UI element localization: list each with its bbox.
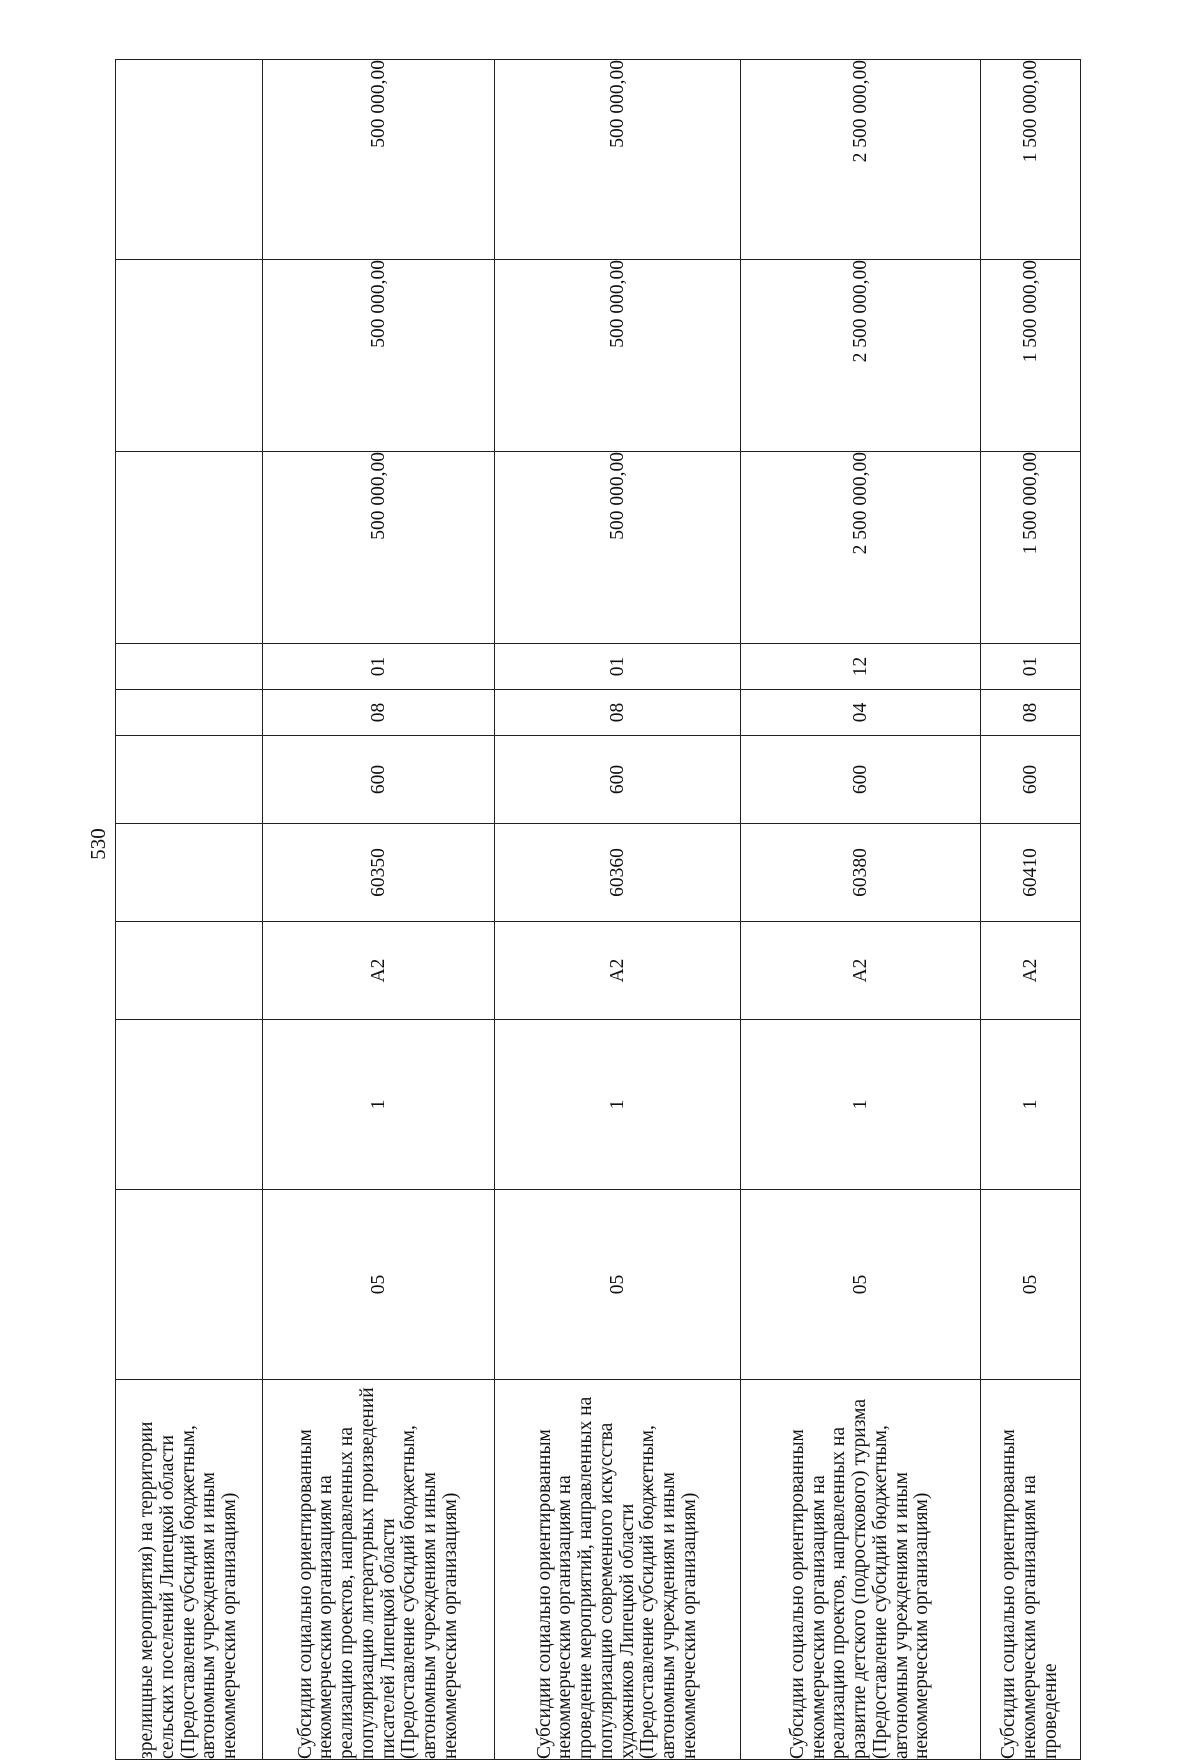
amount-cell: 2 500 000,00 [741, 60, 981, 260]
rotated-page-content [115, 60, 1080, 1760]
code-cell: 01 [263, 644, 495, 690]
amount-cell [116, 452, 263, 644]
amount-cell: 500 000,00 [495, 260, 741, 452]
code-cell: 08 [495, 690, 741, 736]
amount-cell: 1 500 000,00 [981, 60, 1081, 260]
code-cell: 1 [495, 1020, 741, 1190]
code-cell: A2 [495, 922, 741, 1020]
code-cell [116, 644, 263, 690]
code-cell: 600 [741, 736, 981, 824]
row-description: Субсидии социально ориентированным некоммерческим организациям на реализацию проектов, направленных на популяризацию литературных произведений писателей Липецкой области (Предоставление субсидий бюджетным, автономным учреждениям и иным некоммерческим организациям) [263, 1380, 495, 1760]
code-cell [116, 824, 263, 922]
amount-cell [116, 60, 263, 260]
code-cell [116, 1190, 263, 1380]
code-cell: 05 [495, 1190, 741, 1380]
code-cell: 600 [495, 736, 741, 824]
code-cell: 01 [981, 644, 1081, 690]
amount-cell: 1 500 000,00 [981, 260, 1081, 452]
code-cell: 1 [263, 1020, 495, 1190]
code-cell: 01 [495, 644, 741, 690]
code-cell: A2 [263, 922, 495, 1020]
row-description: зрелищные мероприятия) на территории сельских поселений Липецкой области (Предоставление субсидий бюджетным, автономным учреждениям и иным некоммерческим организациям) [116, 1380, 263, 1760]
table-row [741, 60, 981, 1760]
code-cell [116, 736, 263, 824]
code-cell: A2 [981, 922, 1081, 1020]
code-cell: 12 [741, 644, 981, 690]
amount-cell: 1 500 000,00 [981, 452, 1081, 644]
amount-cell: 500 000,00 [263, 260, 495, 452]
code-cell: 1 [741, 1020, 981, 1190]
budget-table [115, 59, 1081, 1760]
amount-cell: 2 500 000,00 [741, 452, 981, 644]
amount-cell: 500 000,00 [263, 452, 495, 644]
code-cell: 60410 [981, 824, 1081, 922]
code-cell: 04 [741, 690, 981, 736]
code-cell [116, 1020, 263, 1190]
code-cell: 60360 [495, 824, 741, 922]
row-description: Субсидии социально ориентированным некоммерческим организациям на проведение [981, 1380, 1081, 1760]
amount-cell: 500 000,00 [495, 60, 741, 260]
row-description: Субсидии социально ориентированным некоммерческим организациям на проведение мероприятий, направленных на популяризацию современного искусства художников Липецкой области (Предоставление субсидий бюджетным, автономным учреждениям и иным некоммерческим организациям) [495, 1380, 741, 1760]
amount-cell: 2 500 000,00 [741, 260, 981, 452]
amount-cell [116, 260, 263, 452]
code-cell: A2 [741, 922, 981, 1020]
table-row [116, 60, 263, 1760]
code-cell: 08 [981, 690, 1081, 736]
code-cell: 60380 [741, 824, 981, 922]
code-cell: 08 [263, 690, 495, 736]
table-row [981, 60, 1081, 1760]
code-cell: 1 [981, 1020, 1081, 1190]
code-cell: 05 [263, 1190, 495, 1380]
code-cell: 05 [981, 1190, 1081, 1380]
amount-cell: 500 000,00 [263, 60, 495, 260]
code-cell: 600 [263, 736, 495, 824]
amount-cell: 500 000,00 [495, 452, 741, 644]
code-cell: 05 [741, 1190, 981, 1380]
table-row [263, 60, 495, 1760]
code-cell [116, 922, 263, 1020]
code-cell [116, 690, 263, 736]
table-row [495, 60, 741, 1760]
row-description: Субсидии социально ориентированным некоммерческим организациям на реализацию проектов, направленных на развитие детского (подросткового) туризма (Предоставление субсидий бюджетным, автономным учреждениям и иным некоммерческим организациям) [741, 1380, 981, 1760]
code-cell: 60350 [263, 824, 495, 922]
code-cell: 600 [981, 736, 1081, 824]
page-number: 530 [86, 828, 110, 860]
